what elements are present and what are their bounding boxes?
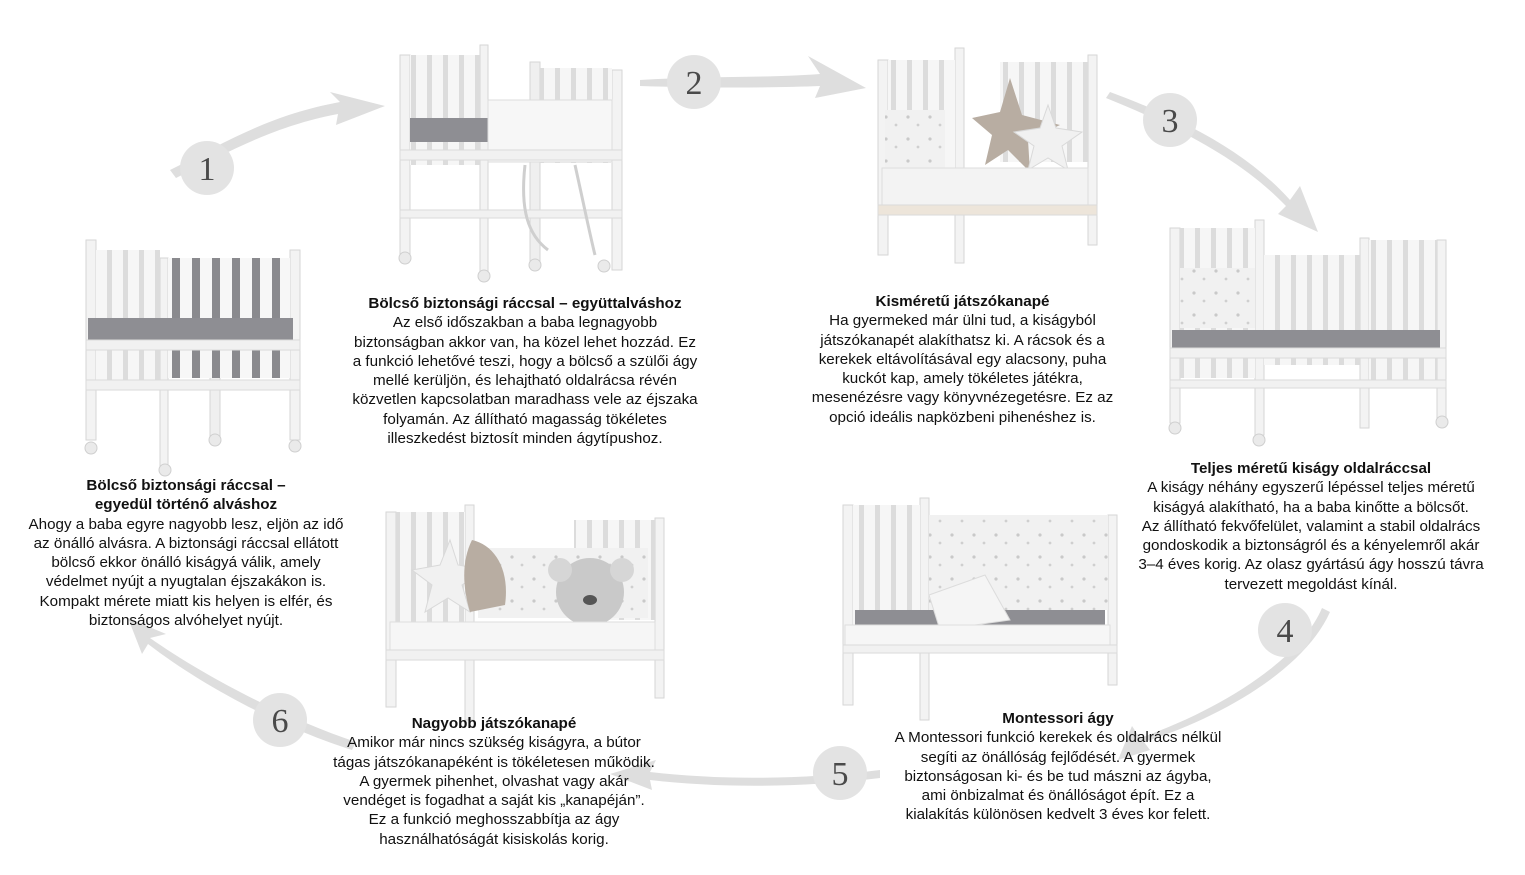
crib-1-illustration <box>85 240 301 476</box>
crib-4-illustration <box>1169 220 1448 446</box>
crib-5-illustration <box>843 498 1117 720</box>
step-1-title: Bölcső biztonsági ráccsal – <box>86 477 286 494</box>
step-2-title: Bölcső biztonsági ráccsal – együttalváshoz <box>368 295 682 312</box>
arrow-3-to-4 <box>1106 92 1318 232</box>
crib-6-illustration <box>386 505 664 720</box>
cycle-arrows <box>128 56 1330 790</box>
step-6-description: Nagyobb játszókanapé Amikor már nincs szükség kiságyra, a bútor tágas játszókanapéként is tökéletesen működik. A gyermek pihenhet, olvashat vagy akár vendéget is fogadhat a saját kis „kanapéján”. Ez a funkció meghosszabbítja az ágy használhatóságát kisiskolás korig. <box>316 714 672 849</box>
step-number-4 <box>1258 603 1312 657</box>
step-1-title-line-2: egyedül történő alváshoz <box>94 496 278 514</box>
step-number-5 <box>813 746 867 800</box>
svg-text:6: 6 <box>271 703 289 740</box>
step-number-6 <box>253 693 307 747</box>
crib-3-illustration <box>878 48 1097 263</box>
step-3-description: Kisméretű játszókanapé Ha gyermeked már ülni tud, a kiságyból játszókanapét alakíthatsz ki. A rácsok és a kerekek eltávolításával egy alacsony, puha kuckót kap, amely tökéletes játékra, mesenézésre vagy könyvnézegetésre. Ez az opció ideális napközbeni pihenéshez is. <box>790 292 1135 427</box>
step-1-description: Bölcső biztonsági ráccsal – egyedül történő alváshoz Ahogy a baba egyre nagyobb lesz, eljön az idő az önálló alvásra. A biztonsági ráccsal ellátott bölcső ekkor önálló kiságyá válik, amely védelmet nyújt a nyugtalan éjszakákon is. Kompakt mérete miatt kis helyen is elfér, és biztonságos alvóhelyet nyújt. <box>18 476 354 630</box>
svg-text:3: 3 <box>1161 103 1179 140</box>
svg-text:1: 1 <box>198 151 216 188</box>
step-3-title: Kisméretű játszókanapé <box>875 293 1050 310</box>
step-4-description: Teljes méretű kiságy oldalráccsal A kiságy néhány egyszerű lépéssel teljes méretű kiságyá alakítható, ha a baba kinőtte a bölcsőt. Az állítható fekvőfelület, valamint a stabil oldalrács gondoskodik a biztonságról és a kényelemről akár 3–4 éves korig. Az olasz gyártású ágy hosszú távra tervezett megoldást kínál. <box>1125 459 1497 594</box>
step-5-title: Montessori ágy <box>1002 710 1114 727</box>
crib-2-illustration <box>399 45 622 282</box>
step-5-description: Montessori ágy A Montessori funkció kerekek és oldalrács nélkül segíti az önállóság fejlődését. A gyermek biztonságosan ki- és be tud mászni az ágyba, ami önbizalmat és önállóságot épít. Ez a kialakítás különösen kedvelt 3 éves kor felett. <box>872 709 1244 825</box>
step-number-3 <box>1143 93 1197 147</box>
step-number-2 <box>667 55 721 109</box>
svg-text:2: 2 <box>685 65 703 102</box>
step-number-1 <box>180 141 234 195</box>
step-6-title: Nagyobb játszókanapé <box>411 715 577 732</box>
svg-text:4: 4 <box>1276 613 1294 650</box>
step-2-description: Bölcső biztonsági ráccsal – együttalváshoz Az első időszakban a baba legnagyobb biztonságban akkor van, ha közel lehet hozzád. Ez a funkció lehetővé teszi, hogy a bölcső a szülői ágy mellé kerüljön, és lehajtható oldalrácsa révén közvetlen kapcsolatban maradhass vele az éjszaka folyamán. Az állítható magasság tökéletes illeszkedést biztosít minden ágytípushoz. <box>330 294 720 448</box>
step-4-title: Teljes méretű kiságy oldalráccsal <box>1190 460 1432 477</box>
svg-text:5: 5 <box>831 756 849 793</box>
